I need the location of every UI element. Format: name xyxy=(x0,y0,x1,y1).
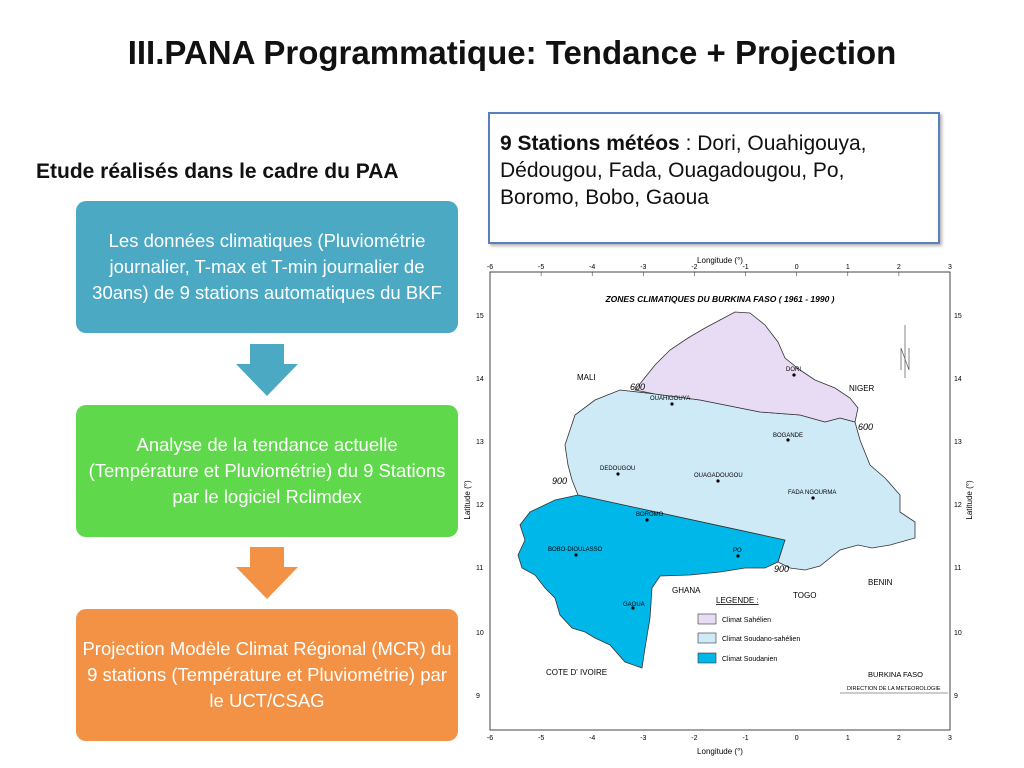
legend-title: LEGENDE : xyxy=(716,596,759,605)
lon-tick-top: 2 xyxy=(896,264,901,271)
isohyet-900-west: 900 xyxy=(552,476,568,486)
lon-tick-bottom: -2 xyxy=(691,735,698,742)
station-boromo: BOROMO xyxy=(636,512,664,518)
legend-swatch-soudanien xyxy=(698,653,716,663)
x-axis-label-top: Longitude (°) xyxy=(697,256,743,265)
lat-tick-left: 15 xyxy=(476,313,484,320)
flow-arrow-down-2 xyxy=(236,547,298,599)
flow-step-analysis: Analyse de la tendance actuelle (Température et Pluviométrie) du 9 Stations par le logiciel Rclimdex xyxy=(76,405,458,537)
lon-tick-bottom: -3 xyxy=(640,735,647,742)
stations-list: : Dori, Ouahigouya, Dédougou, Fada, Ouagadougou, Po, Boromo, Bobo, Gaoua xyxy=(500,132,867,209)
legend-item-sahelien: Climat Sahélien xyxy=(722,617,772,624)
country-niger: NIGER xyxy=(849,384,875,393)
lon-tick-bottom: -5 xyxy=(537,735,545,742)
lat-tick-right: 14 xyxy=(954,376,962,383)
lat-tick-right: 12 xyxy=(954,502,962,509)
stations-label: 9 Stations météos xyxy=(500,132,680,155)
lon-tick-top: -6 xyxy=(486,264,494,271)
lon-tick-bottom: 3 xyxy=(948,735,952,742)
lon-tick-bottom: -4 xyxy=(589,735,596,742)
lon-tick-top: -2 xyxy=(691,264,698,271)
station-dot xyxy=(574,553,577,556)
lon-tick-bottom: 1 xyxy=(845,735,850,742)
lat-tick-left: 12 xyxy=(476,502,484,509)
isohyet-900-east: 900 xyxy=(774,564,790,574)
station-dot xyxy=(616,472,619,475)
lat-tick-right: 15 xyxy=(954,313,962,320)
map-title: ZONES CLIMATIQUES DU BURKINA FASO ( 1961 - 1990 ) xyxy=(605,294,835,304)
country-benin: BENIN xyxy=(868,578,893,587)
lon-tick-top: 1 xyxy=(845,264,850,271)
x-axis-label-bottom: Longitude (°) xyxy=(697,747,743,756)
station-po: PO xyxy=(733,548,742,554)
flow-step-projection: Projection Modèle Climat Régional (MCR) du 9 stations (Température et Pluviométrie) par le UCT/CSAG xyxy=(76,609,458,741)
lat-tick-right: 9 xyxy=(954,693,958,700)
slide-subtitle: Etude réalisés dans le cadre du PAA xyxy=(36,160,399,183)
station-dori: DORI xyxy=(786,367,801,373)
station-dot xyxy=(716,479,719,482)
lon-tick-bottom: 2 xyxy=(896,735,901,742)
lon-tick-top: -1 xyxy=(742,264,749,271)
lon-tick-bottom: 0 xyxy=(794,735,799,742)
map-credit-country: BURKINA FASO xyxy=(868,670,924,679)
map-credit-agency: DIRECTION DE LA METEOROLOGIE xyxy=(847,686,941,692)
lon-tick-top: -3 xyxy=(640,264,647,271)
station-ouagadougou: OUAGADOUGOU xyxy=(694,473,743,479)
station-dot xyxy=(736,554,739,557)
lat-tick-right: 10 xyxy=(954,630,962,637)
station-fada: FADA NGOURMA xyxy=(788,490,837,496)
isohyet-600-east: 600 xyxy=(858,422,874,432)
country-togo: TOGO xyxy=(793,591,817,600)
lat-tick-left: 14 xyxy=(476,376,484,383)
lat-tick-left: 13 xyxy=(476,439,484,446)
station-dot xyxy=(670,402,673,405)
station-bobo: BOBO-DIOULASSO xyxy=(548,547,603,553)
station-dot xyxy=(811,496,814,499)
lat-tick-left: 10 xyxy=(476,630,484,637)
y-axis-label-right: Latitude (°) xyxy=(965,480,974,520)
stations-box xyxy=(488,112,940,244)
station-dedougou: DEDOUGOU xyxy=(600,466,636,472)
lon-tick-top: -5 xyxy=(537,264,545,271)
lat-tick-right: 11 xyxy=(954,565,962,572)
lon-tick-top: 3 xyxy=(948,264,952,271)
lat-tick-left: 11 xyxy=(476,565,484,572)
station-bogande: BOGANDE xyxy=(773,433,804,439)
country-cote-divoire: COTE D' IVOIRE xyxy=(546,668,608,677)
lon-tick-bottom: -6 xyxy=(486,735,494,742)
flow-step-data: Les données climatiques (Pluviométrie journalier, T-max et T-min journalier de 30ans) de 9 stations automatiques du BKF xyxy=(76,201,458,333)
station-gaoua: GAOUA xyxy=(623,602,645,608)
station-dot xyxy=(792,373,795,376)
country-mali: MALI xyxy=(577,373,596,382)
station-dot xyxy=(645,518,648,521)
legend-swatch-soudano-sahelien xyxy=(698,633,716,643)
isohyet-600-west: 600 xyxy=(630,382,646,392)
lat-tick-right: 13 xyxy=(954,439,962,446)
station-ouahigouya: OUAHIGOUYA xyxy=(650,396,691,402)
legend-item-soudano-sahelien: Climat Soudano-sahélien xyxy=(722,636,801,643)
slide-title: III.PANA Programmatique: Tendance + Projection xyxy=(127,34,897,71)
legend-swatch-sahelien xyxy=(698,614,716,624)
country-ghana: GHANA xyxy=(672,586,701,595)
lon-tick-top: 0 xyxy=(794,264,799,271)
lon-tick-bottom: -1 xyxy=(742,735,749,742)
y-axis-label-left: Latitude (°) xyxy=(463,480,472,520)
lon-tick-top: -4 xyxy=(589,264,596,271)
climate-zone-map xyxy=(460,250,980,760)
lat-tick-left: 9 xyxy=(476,693,480,700)
legend-item-soudanien: Climat Soudanien xyxy=(722,656,778,663)
flow-arrow-down-1 xyxy=(236,344,298,396)
